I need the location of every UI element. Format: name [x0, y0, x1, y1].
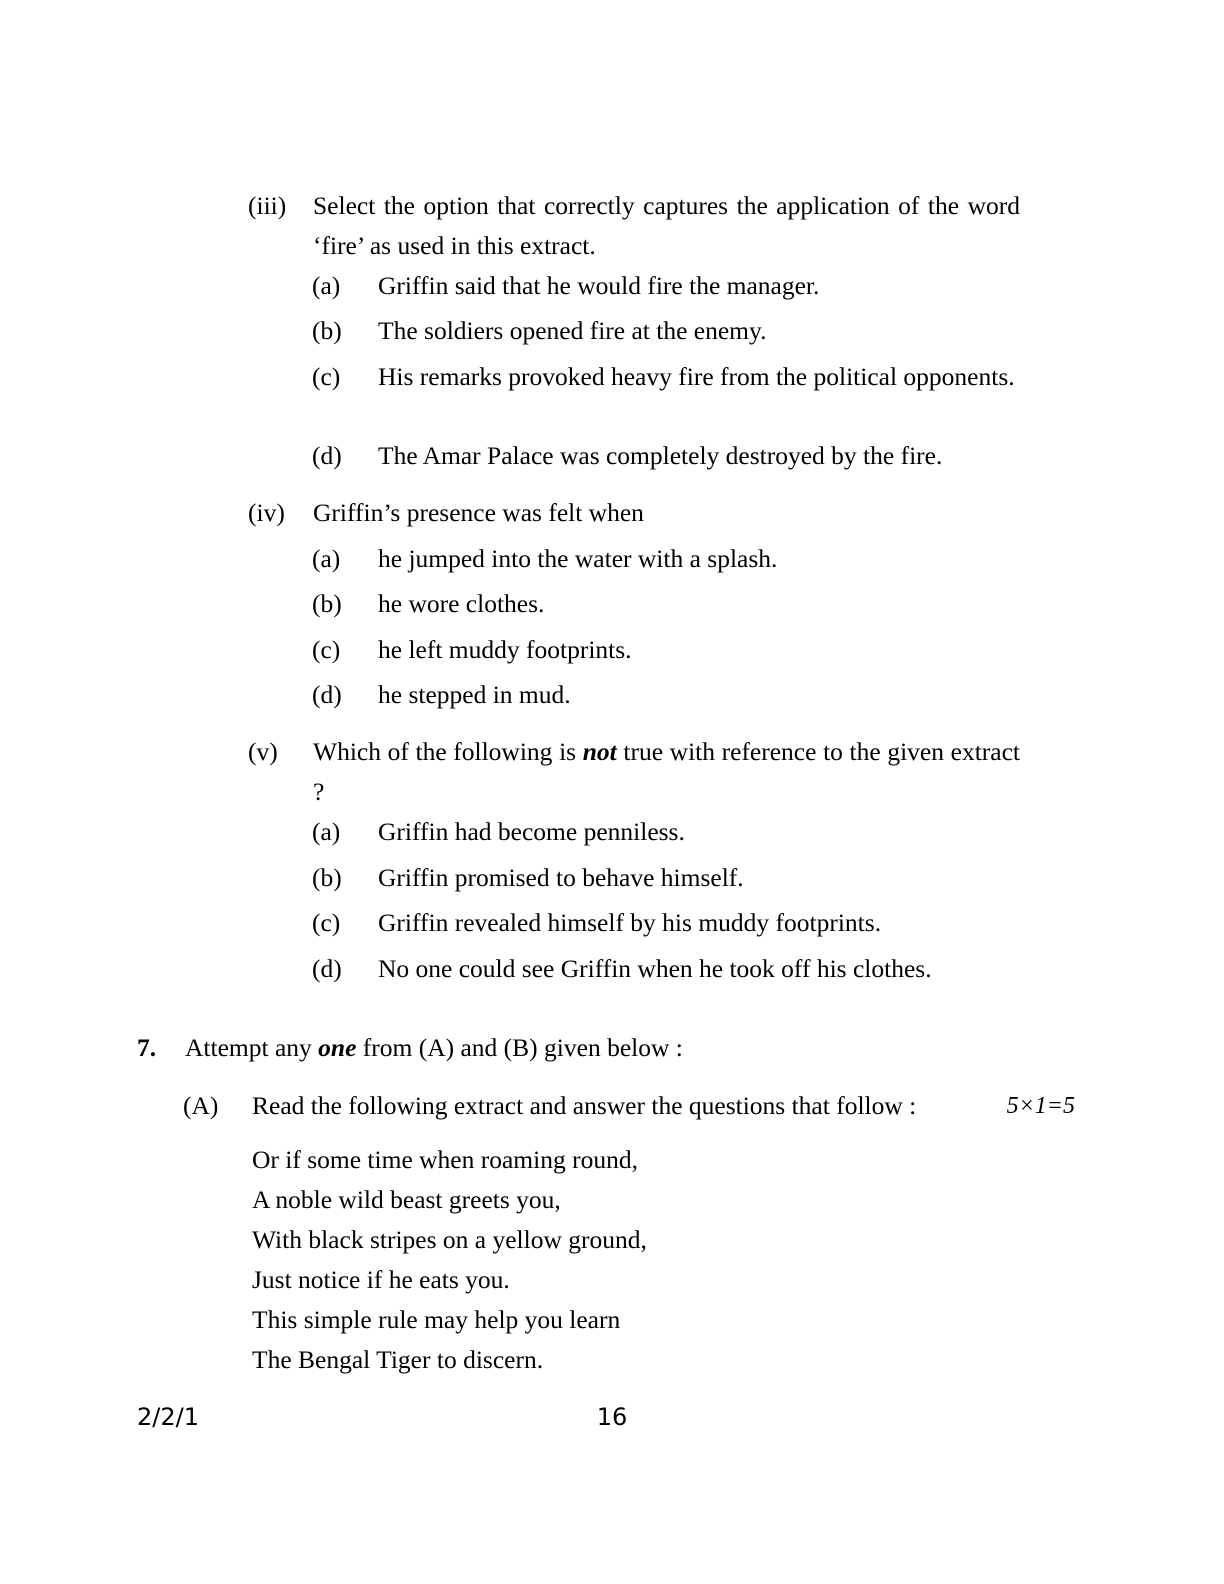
option-v-b[interactable]	[312, 858, 1020, 898]
question-7-emphasis-one: one	[318, 1033, 357, 1062]
option-iii-c[interactable]	[312, 357, 1020, 397]
question-v-text-before: Which of the following is	[313, 737, 583, 766]
option-label-a: (a)	[312, 271, 341, 300]
option-text-d: No one could see Griffin when he took off his clothes.	[378, 954, 932, 983]
question-iii	[248, 186, 1020, 266]
part-a-instruction-text: Read the following extract and answer the questions that follow :	[252, 1091, 917, 1120]
option-text-a: he jumped into the water with a splash.	[378, 544, 778, 573]
question-text-iii: Select the option that correctly captures the application of the word ‘fire’ as used in this extract.	[313, 191, 1020, 260]
option-label-b: (b)	[312, 316, 342, 345]
option-v-c[interactable]	[312, 903, 1020, 943]
option-text-a: Griffin had become penniless.	[378, 817, 685, 846]
poem-extract	[252, 1140, 952, 1380]
option-iv-d[interactable]	[312, 675, 1020, 715]
option-label-d: (d)	[312, 441, 342, 470]
poem-line: This simple rule may help you learn	[252, 1305, 621, 1334]
option-text-b: Griffin promised to behave himself.	[378, 863, 744, 892]
footer-page-number: 16	[596, 1403, 628, 1431]
option-v-a[interactable]	[312, 812, 1020, 852]
footer-paper-code: 2/2/1	[137, 1403, 199, 1431]
question-7	[137, 1028, 1020, 1068]
option-text-c: he left muddy footprints.	[378, 635, 632, 664]
part-label-a: (A)	[183, 1091, 219, 1120]
option-label-a: (a)	[312, 817, 341, 846]
option-label-c: (c)	[312, 362, 341, 391]
option-text-c: His remarks provoked heavy fire from the political opponents.	[378, 362, 1015, 391]
question-v	[248, 732, 1020, 812]
option-text-d: he stepped in mud.	[378, 680, 571, 709]
option-text-c: Griffin revealed himself by his muddy footprints.	[378, 908, 882, 937]
option-label-a: (a)	[312, 544, 341, 573]
poem-line: The Bengal Tiger to discern.	[252, 1345, 544, 1374]
poem-line: Or if some time when roaming round,	[252, 1145, 638, 1174]
option-iv-b[interactable]	[312, 584, 1020, 624]
option-iii-b[interactable]	[312, 311, 1020, 351]
question-number-7: 7.	[137, 1033, 157, 1062]
option-text-b: he wore clothes.	[378, 589, 545, 618]
option-label-d: (d)	[312, 680, 342, 709]
option-text-d: The Amar Palace was completely destroyed by the fire.	[378, 441, 943, 470]
option-iv-a[interactable]	[312, 539, 1020, 579]
option-label-b: (b)	[312, 589, 342, 618]
part-a-instruction	[252, 1086, 1075, 1126]
question-number-iv: (iv)	[248, 498, 285, 527]
question-7-part-a	[183, 1086, 1075, 1126]
option-label-c: (c)	[312, 908, 341, 937]
option-text-b: The soldiers opened fire at the enemy.	[378, 316, 767, 345]
option-v-d[interactable]	[312, 949, 1020, 989]
question-text-iv: Griffin’s presence was felt when	[313, 498, 644, 527]
poem-line: Just notice if he eats you.	[252, 1265, 510, 1294]
option-label-b: (b)	[312, 863, 342, 892]
question-v-emphasis-not: not	[582, 737, 617, 766]
question-7-text-after: from (A) and (B) given below :	[356, 1033, 683, 1062]
question-7-text-before: Attempt any	[185, 1033, 319, 1062]
option-iii-a[interactable]	[312, 266, 1020, 306]
option-label-d: (d)	[312, 954, 342, 983]
question-number-iii: (iii)	[248, 191, 287, 220]
question-number-v: (v)	[248, 737, 278, 766]
option-iii-d[interactable]	[312, 436, 1020, 476]
question-7-text	[185, 1028, 1020, 1068]
poem-line: A noble wild beast greets you,	[252, 1185, 561, 1214]
question-v-text-after: true with reference to the given extract ?	[313, 737, 1020, 806]
option-text-a: Griffin said that he would fire the manager.	[378, 271, 820, 300]
option-label-c: (c)	[312, 635, 341, 664]
option-iv-c[interactable]	[312, 630, 1020, 670]
question-iv	[248, 493, 1020, 533]
marks-allocation: 5×1=5	[1006, 1093, 1075, 1119]
question-text-v	[313, 732, 1020, 812]
poem-line: With black stripes on a yellow ground,	[252, 1225, 647, 1254]
